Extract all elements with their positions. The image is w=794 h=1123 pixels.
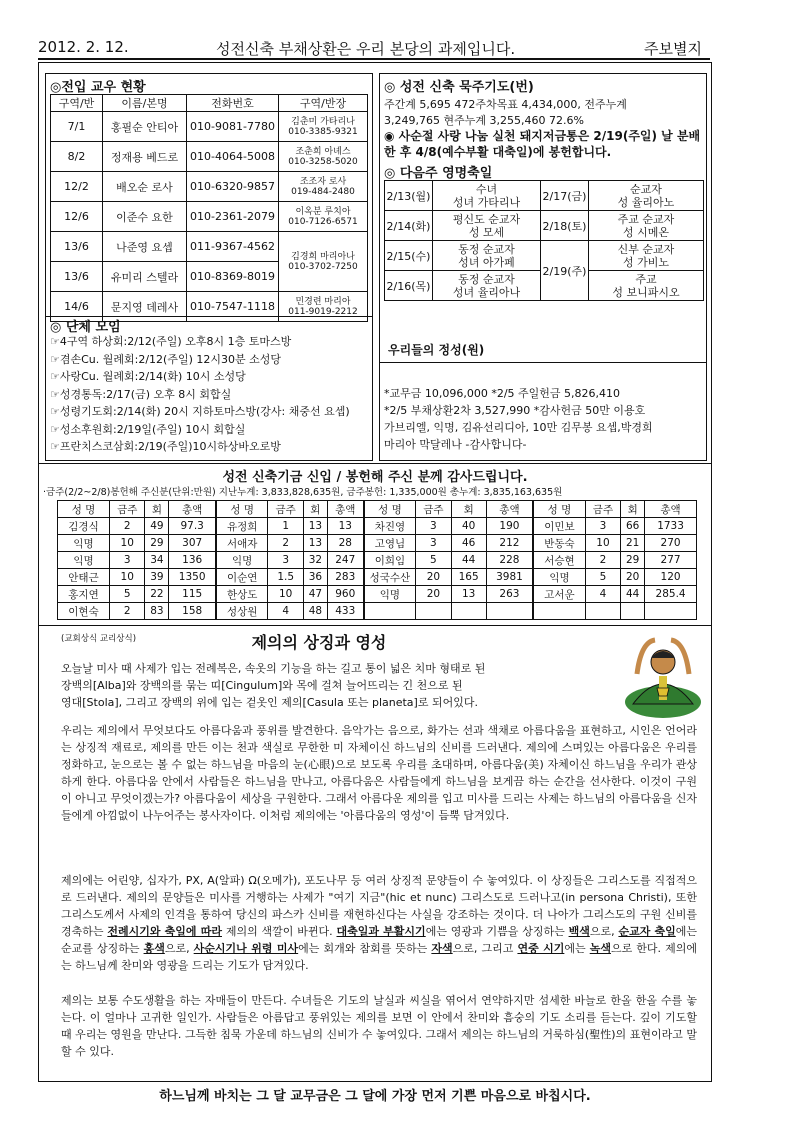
- group-meeting-item: ☞성경통독:2/17(금) 오후 8시 회합실: [50, 387, 232, 401]
- fund-cell: 960: [327, 586, 363, 603]
- fund-cell: 반동숙: [533, 535, 585, 552]
- fund-cell: 13: [303, 535, 327, 552]
- feast-saint: 순교자 성 율리아노: [589, 181, 704, 211]
- member-area: 14/6: [51, 292, 103, 322]
- fund-cell: [621, 603, 645, 620]
- feast-title: ◎ 다음주 영명축일: [384, 166, 493, 181]
- feast-saint: 평신도 순교자 성 모세: [433, 211, 541, 241]
- group-meeting-item: ☞4구역 하상회:2/12(주일) 오후8시 1층 토마스방: [50, 335, 292, 348]
- fund-cell: 1: [268, 518, 303, 535]
- new-member-row: [51, 142, 368, 172]
- fund-cell: 228: [486, 552, 533, 569]
- fund-cell: 22: [145, 586, 169, 603]
- fund-cell: 서승현: [533, 552, 585, 569]
- fund-cell: 3: [268, 552, 303, 569]
- fund-cell: 차진영: [364, 518, 416, 535]
- fund-cell: 10: [110, 569, 145, 586]
- new-members-title: ◎전입 교우 현황: [50, 80, 146, 95]
- fund-cell: 20: [416, 586, 451, 603]
- member-leader: 김경희 마리아나 010-3702-7250: [279, 232, 368, 292]
- new-members-table: [50, 94, 368, 322]
- fund-cell: 44: [451, 552, 486, 569]
- fund-cell: 49: [145, 518, 169, 535]
- article-intro-line: 오늘날 미사 때 사제가 입는 전례복은, 속옷의 기능을 하는 길고 통이 넓은 치마 형태로 된: [61, 662, 486, 675]
- col-area: 구역/반: [51, 95, 103, 112]
- fund-col-header: 금주: [585, 501, 620, 518]
- fund-cell: 2: [110, 603, 145, 620]
- fund-cell: 고영님: [364, 535, 416, 552]
- fund-cell: 2: [268, 535, 303, 552]
- fund-cell: 13: [451, 586, 486, 603]
- fund-cell: 이희임: [364, 552, 416, 569]
- fund-cell: 3981: [486, 569, 533, 586]
- member-name: 홍필순 안티아: [103, 112, 187, 142]
- article-title: 제의의 상징과 영성: [251, 633, 387, 652]
- fund-cell: 1.5: [268, 569, 303, 586]
- fund-col-header: 성 명: [58, 501, 110, 518]
- fund-cell: 29: [145, 535, 169, 552]
- fund-cell: [533, 603, 585, 620]
- fund-cell: 247: [327, 552, 363, 569]
- fund-cell: 270: [645, 535, 697, 552]
- fund-cell: 120: [645, 569, 697, 586]
- fund-cell: 10: [585, 535, 620, 552]
- fund-cell: 36: [303, 569, 327, 586]
- fund-cell: 고서운: [533, 586, 585, 603]
- fund-cell: 20: [416, 569, 451, 586]
- article-tag: (교회상식 교리상식): [61, 634, 137, 644]
- fund-cell: 한상도: [216, 586, 268, 603]
- fund-col-header: 총액: [327, 501, 363, 518]
- feast-saint: 동정 순교자 성녀 아가페: [433, 241, 541, 271]
- fund-col-header: 금주: [110, 501, 145, 518]
- member-name: 정재용 베드로: [103, 142, 187, 172]
- fund-cell: 익명: [58, 552, 110, 569]
- bulletin-kind: 주보별지: [644, 40, 702, 58]
- col-leader: 구역/반장: [279, 95, 368, 112]
- header-slogan: 성전신축 부채상환은 우리 본당의 과제입니다.: [216, 40, 516, 58]
- fund-table: [57, 500, 697, 620]
- member-area: 13/6: [51, 232, 103, 262]
- fund-cell: 4: [585, 586, 620, 603]
- right-top-box: [379, 73, 707, 461]
- fund-cell: 44: [621, 586, 645, 603]
- fund-summary: ·금주(2/2~2/8)봉헌해 주신분(단위:만원) 지난누계: 3,833,828,635원, 금주봉헌: 1,335,000원 총누계: 3,835,163,635원: [43, 487, 563, 498]
- feast-table: [384, 180, 704, 301]
- group-meetings-list: [50, 333, 350, 456]
- feast-date: 2/15(수): [385, 241, 433, 271]
- feast-saint: 신부 순교자 성 가비노: [589, 241, 704, 271]
- fund-cell: 21: [621, 535, 645, 552]
- member-area: 8/2: [51, 142, 103, 172]
- fund-cell: 13: [327, 518, 363, 535]
- member-phone: 011-9367-4562: [187, 232, 279, 262]
- fund-cell: 165: [451, 569, 486, 586]
- fund-cell: 39: [145, 569, 169, 586]
- bulletin-sheet: [38, 62, 712, 1082]
- fund-cell: 433: [327, 603, 363, 620]
- article-intro-line: 장백의[Alba]와 장백의를 묶는 띠[Cingulum]와 목에 걸쳐 늘어뜨리는 긴 천으로 된: [61, 679, 463, 692]
- fund-cell: 4: [268, 603, 303, 620]
- article-paragraph-1: 우리는 제의에서 무엇보다도 아름다움과 풍위를 발견한다. 음악가는 음으로, 화가는 선과 색채로 아름다움을 표현하고, 시인은 언어라는 상징적 재료로, 제의를 만든 이는 천과 색실로 무한한 미 자체이신 하느님의 신비를 드러낸다. 제의에 스며있는 아름다움은 우리를 정화하고, 눈으로는 볼 수 없는 하느님을 마음의 눈(心眼)으로 보도록 우리를 초대하며, 아름다움(美) 자체이신 하느님을 우리가 관상하게 한다. 아름다움 안에서 사람들은 하느님을 만나고, 아름다움은 사람들에게 하느님을 보게끔 하는 순간을 선사한다. 이것이 구원이 아니고 무엇이겠는가? 아름다움이 세상을 구원한다. 그래서 아름다운 제의를 입고 미사를 드리는 사제는 하느님의 아름다움을 신자들에게 아낌없이 나누어주는 봉사자이다. 이처럼 제의에는 '아름다움의 영성'이 듬뿍 담겨있다.: [61, 724, 697, 822]
- fund-col-header: 성 명: [533, 501, 585, 518]
- member-area: 12/2: [51, 172, 103, 202]
- fund-cell: 32: [303, 552, 327, 569]
- fund-cell: 48: [303, 603, 327, 620]
- fund-cell: 3: [585, 518, 620, 535]
- fund-cell: 66: [621, 518, 645, 535]
- fund-cell: 2: [110, 518, 145, 535]
- col-phone: 전화번호: [187, 95, 279, 112]
- fund-row: [58, 603, 697, 620]
- member-phone: 010-2361-2079: [187, 202, 279, 232]
- rosary-title: ◎ 성전 신축 묵주기도(번): [384, 80, 534, 95]
- fund-title: 성전 신축기금 신입 / 봉헌해 주신 분께 감사드립니다.: [222, 470, 528, 485]
- fund-cell: 2: [585, 552, 620, 569]
- fund-cell: [451, 603, 486, 620]
- piggy-bank-notice: ◉ 사순절 사랑 나눔 실천 돼지저금통은 2/19(주일) 날 분배한 후 4/8(예수부활 대축일)에 봉헌합니다.: [384, 129, 701, 159]
- group-meeting-item: ☞사랑Cu. 월례회:2/14(화) 10시 소성당: [50, 370, 246, 383]
- fund-row: [58, 552, 697, 569]
- fund-cell: 29: [621, 552, 645, 569]
- fund-row: [58, 569, 697, 586]
- fund-cell: 1350: [169, 569, 216, 586]
- fund-cell: 10: [268, 586, 303, 603]
- fund-cell: 40: [451, 518, 486, 535]
- feast-date: 2/16(목): [385, 271, 433, 301]
- fund-cell: 20: [621, 569, 645, 586]
- fund-cell: 307: [169, 535, 216, 552]
- fund-row: [58, 535, 697, 552]
- fund-cell: 277: [645, 552, 697, 569]
- fund-header-row: [58, 501, 697, 518]
- issue-date: 2012. 2. 12.: [38, 38, 129, 56]
- member-name: 나준영 요셉: [103, 232, 187, 262]
- fund-cell: 이현숙: [58, 603, 110, 620]
- fund-col-header: 총액: [169, 501, 216, 518]
- fund-cell: 83: [145, 603, 169, 620]
- article-section: [39, 625, 711, 1081]
- fund-col-header: 성 명: [216, 501, 268, 518]
- fund-cell: 190: [486, 518, 533, 535]
- fund-cell: 13: [303, 518, 327, 535]
- fund-cell: 5: [585, 569, 620, 586]
- fund-cell: 3: [110, 552, 145, 569]
- fund-cell: 5: [110, 586, 145, 603]
- fund-rows: [58, 501, 697, 620]
- member-phone: 010-9081-7780: [187, 112, 279, 142]
- fund-cell: 성상원: [216, 603, 268, 620]
- fund-row: [58, 518, 697, 535]
- fund-cell: 115: [169, 586, 216, 603]
- fund-cell: 97.3: [169, 518, 216, 535]
- member-phone: 010-7547-1118: [187, 292, 279, 322]
- fund-row: [58, 586, 697, 603]
- fund-cell: [364, 603, 416, 620]
- fund-col-header: 총액: [486, 501, 533, 518]
- col-name: 이름/본명: [103, 95, 187, 112]
- fund-col-header: 금주: [416, 501, 451, 518]
- fund-cell: 익명: [533, 569, 585, 586]
- fund-cell: 34: [145, 552, 169, 569]
- fund-col-header: 회: [451, 501, 486, 518]
- fund-cell: 익명: [58, 535, 110, 552]
- fund-cell: 이민보: [533, 518, 585, 535]
- fund-cell: 263: [486, 586, 533, 603]
- article-paragraph-2: 제의에는 어린양, 십자가, PX, A(알파) Ω(오메가), 포도나무 등 여러 상징적 문양들이 수 놓여있다. 이 상징들은 그리스도를 직접적으로 드러낸다. 제의의 문양들은 미사를 거행하는 사제가 "여기 지금"(hic et nunc) 그리스도로 드러나고(in persona Christi), 또한 그리스도께서 사제의 인격을 통하여 당신의 파스카 신비를 재현하신다는 사실을 강조하는 것이다. 더 나아가 그리스도의 구원 신비를 경축하는 전례시기와 축일에 따라 제의의 색깔이 바뀐다. 대축일과 부활시기에는 영광과 기쁨을 상징하는 백색으로, 순교자 축일에는 순교를 상징하는 홍색으로, 사순시기나 위령 미사에는 회개와 참회를 뜻하는 자색으로, 그리고 연중 시기에는 녹색으로 한다. 제의에는 하느님께 찬미와 영광을 드리는 기도가 담겨있다.: [61, 874, 698, 972]
- member-phone: 010-4064-5008: [187, 142, 279, 172]
- fund-col-header: 회: [145, 501, 169, 518]
- group-meeting-item: ☞겸손Cu. 월례회:2/12(주일) 12시30분 소성당: [50, 352, 281, 366]
- fund-cell: 46: [451, 535, 486, 552]
- new-member-row: [51, 112, 368, 142]
- fund-cell: 10: [110, 535, 145, 552]
- footer-notice: 하느님께 바치는 그 달 교무금은 그 달에 가장 먼저 기쁜 마음으로 바칩시다.: [159, 1089, 591, 1104]
- member-name: 유미리 스텔라: [103, 262, 187, 292]
- member-area: 12/6: [51, 202, 103, 232]
- member-name: 이준수 요한: [103, 202, 187, 232]
- fund-cell: 익명: [364, 586, 416, 603]
- fund-col-header: 금주: [268, 501, 303, 518]
- fund-col-header: 회: [303, 501, 327, 518]
- priest-illustration: [619, 634, 707, 718]
- fund-cell: 익명: [216, 552, 268, 569]
- fund-cell: 성국수산: [364, 569, 416, 586]
- fund-cell: [416, 603, 451, 620]
- fund-cell: 서애자: [216, 535, 268, 552]
- new-member-row: [51, 202, 368, 232]
- feast-saint: 주교 성 보니파시오: [589, 271, 704, 301]
- fund-cell: [486, 603, 533, 620]
- fund-cell: 김경식: [58, 518, 110, 535]
- new-member-row: [51, 172, 368, 202]
- new-member-row: [51, 232, 368, 262]
- member-leader: 조조자 로사 019-484-2480: [279, 172, 368, 202]
- fund-cell: 홍지연: [58, 586, 110, 603]
- group-meetings-title: ◎ 단체 모임: [50, 320, 121, 335]
- feast-saint: 수녀 성녀 가타리나: [433, 181, 541, 211]
- group-meeting-item: ☞성소후원회:2/19일(주일) 10시 회합실: [50, 422, 246, 436]
- fund-col-header: 총액: [645, 501, 697, 518]
- fund-cell: [585, 603, 620, 620]
- group-meeting-item: ☞프란치스코삼회:2/19(주일)10시하상바오로방: [50, 440, 281, 453]
- member-area: 7/1: [51, 112, 103, 142]
- fund-cell: 3: [416, 535, 451, 552]
- fund-cell: 이순연: [216, 569, 268, 586]
- fund-section: [39, 463, 711, 623]
- member-name: 배오순 로사: [103, 172, 187, 202]
- fund-col-header: 회: [621, 501, 645, 518]
- offering-line: *2/5 부채상환2차 3,527,990 *감사헌금 50만 이용호: [384, 404, 646, 417]
- fund-cell: 유정희: [216, 518, 268, 535]
- member-name: 문지영 데레사: [103, 292, 187, 322]
- feast-saint: 주교 순교자 성 시메온: [589, 211, 704, 241]
- offering-title: 우리들의 정성(원): [388, 343, 485, 357]
- member-leader: 김춘미 가타리나 010-3385-9321: [279, 112, 368, 142]
- fund-cell: 283: [327, 569, 363, 586]
- member-leader: 이옥분 루치아 010-7126-6571: [279, 202, 368, 232]
- offering-lines: [384, 385, 653, 453]
- page-header: [38, 38, 710, 60]
- offering-box: [380, 343, 706, 460]
- fund-cell: 5: [416, 552, 451, 569]
- member-phone: 010-8369-8019: [187, 262, 279, 292]
- member-phone: 010-6320-9857: [187, 172, 279, 202]
- feast-date: 2/18(토): [541, 211, 589, 241]
- group-meeting-item: ☞성령기도회:2/14(화) 20시 지하토마스방(강사: 채중선 요셉): [50, 405, 350, 418]
- feast-date: 2/17(금): [541, 181, 589, 211]
- fund-cell: 285.4: [645, 586, 697, 603]
- member-leader: 조춘희 아녜스 010-3258-5020: [279, 142, 368, 172]
- rosary-line-2: 3,249,765 현주누계 3,255,460 72.6%: [384, 114, 584, 127]
- feast-date: 2/14(화): [385, 211, 433, 241]
- feast-saint: 동정 순교자 성녀 율리아나: [433, 271, 541, 301]
- fund-cell: 158: [169, 603, 216, 620]
- feast-date: 2/19(주): [541, 241, 589, 301]
- fund-cell: 28: [327, 535, 363, 552]
- fund-cell: 3: [416, 518, 451, 535]
- fund-col-header: 성 명: [364, 501, 416, 518]
- article-intro-line: 영대[Stola], 그리고 장백의 위에 입는 겉옷인 제의[Casula 또는 planeta]로 되어있다.: [61, 696, 478, 709]
- fund-cell: [645, 603, 697, 620]
- feast-date: 2/13(월): [385, 181, 433, 211]
- fund-cell: 212: [486, 535, 533, 552]
- rosary-line-1: 주간계 5,695 472주차목표 4,434,000, 전주누계: [384, 98, 627, 111]
- article-paragraph-3: 제의는 보통 수도생활을 하는 자매들이 만든다. 수녀들은 기도의 날실과 씨실을 엮어서 연약하지만 섬세한 바늘로 한올 한올 수를 놓는다. 이 얼마나 고귀한 일인가. 사람들은 아름답고 풍위있는 제의를 보면 이 안에서 찬미와 흠숭의 기도 소리를 듣는다. 깊이 기도할 때 우리는 영원을 만난다. 그득한 침묵 가운데 하느님의 신비가 수 놓여있다. 그래서 제의는 하느님의 거룩하심(聖性)의 표현이라고 말할 수 있다.: [61, 994, 697, 1058]
- fund-cell: 1733: [645, 518, 697, 535]
- fund-cell: 47: [303, 586, 327, 603]
- offering-line: *교무금 10,096,000 *2/5 주일헌금 5,826,410: [384, 387, 621, 400]
- new-members-rows: [51, 112, 368, 322]
- article-intro: [61, 660, 621, 711]
- member-area: 13/6: [51, 262, 103, 292]
- offering-line: 마리아 막달레나 -감사합니다-: [384, 438, 527, 451]
- fund-cell: 136: [169, 552, 216, 569]
- offering-line: 가브리엘, 익명, 김유선리디아, 10만 김무봉 요셉,박경희: [384, 421, 653, 434]
- fund-cell: 안태근: [58, 569, 110, 586]
- member-leader: 민경련 마리아 011-9019-2212: [279, 292, 368, 322]
- new-members-box: [45, 73, 373, 317]
- group-meetings-box: [45, 315, 373, 461]
